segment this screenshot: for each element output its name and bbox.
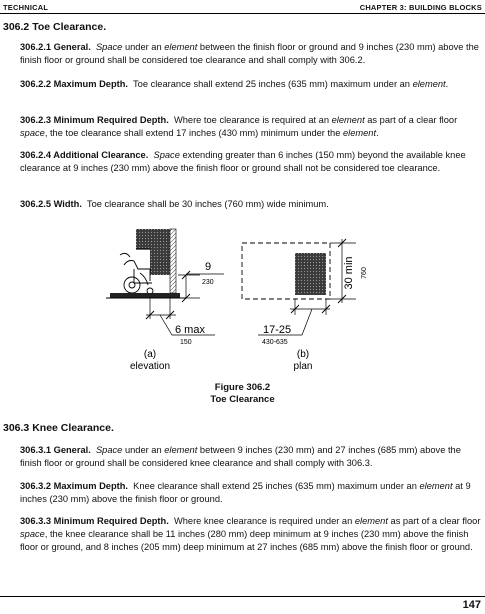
plan-caption: plan xyxy=(293,361,313,372)
plan-drawing xyxy=(242,239,368,372)
paragraph-306-2-1: 306.2.1 General. Space under an element between the finish floor or ground and 9 inches (230 mm) above the finish floor or ground shall be considered toe clearance and shall comply with 306.2. xyxy=(20,42,479,65)
figure-title: Figure 306.2 xyxy=(214,382,271,393)
paragraph-306-3-3: 306.3.3 Minimum Required Depth. Where knee clearance is required under an element as part of a clear floor space, the knee clearance shall be 11 inches (280 mm) deep minimum at 9 inches (230 mm) above the finish floor or ground, and 8 inches (205 mm) deep minimum at 27 inches (685 mm) above the finish floor or ground. xyxy=(20,516,481,552)
wheelchair-sketch xyxy=(120,253,153,294)
section-heading-knee-clearance: 306.3 Knee Clearance. xyxy=(3,422,114,434)
elevation-depth-mm: 150 xyxy=(180,339,192,346)
paragraph-306-3-2: 306.3.2 Maximum Depth. Knee clearance shall extend 25 inches (635 mm) maximum under an element at 9 inches (230 mm) above the finish floor or ground. xyxy=(20,481,471,504)
paragraph-306-2-5: 306.2.5 Width. Toe clearance shall be 30 inches (760 mm) wide minimum. xyxy=(20,199,329,209)
plan-depth-mm: 430-635 xyxy=(262,339,288,346)
plan-width-mm: 760 xyxy=(361,267,368,279)
element-top-block xyxy=(136,229,170,249)
paragraph-306-2-4: 306.2.4 Additional Clearance. Space extending greater than 6 inches (150 mm) beyond the available knee clearance at 9 inches (230 mm) above the finish floor or ground shall not be considered toe clearance. xyxy=(20,150,466,173)
section-heading-toe-clearance: 306.2 Toe Clearance. xyxy=(3,21,107,33)
elevation-caption: elevation xyxy=(129,361,171,372)
running-header-left: TECHNICAL xyxy=(3,3,49,12)
elevation-height-mm: 230 xyxy=(202,279,214,286)
plan-label: (b) xyxy=(296,349,310,360)
plan-depth-inches: 17-25 xyxy=(263,324,292,336)
figure-subtitle: Toe Clearance xyxy=(210,394,275,405)
page-number: 147 xyxy=(462,599,481,611)
elevation-drawing xyxy=(106,229,224,372)
elevation-height-inches: 9 xyxy=(205,261,212,273)
paragraph-306-2-3: 306.2.3 Minimum Required Depth. Where toe clearance is required at an element as part of a clear floor space, the toe clearance shall extend 17 inches (430 mm) minimum under the element. xyxy=(20,115,458,138)
running-header-right: CHAPTER 3: BUILDING BLOCKS xyxy=(359,3,482,12)
paragraph-306-3-1: 306.3.1 General. Space under an element between 9 inches (230 mm) and 27 inches (685 mm) above the finish floor or ground shall be considered knee clearance and shall comply with 306.3. xyxy=(20,445,461,468)
elevation-label: (a) xyxy=(143,349,157,360)
finish-floor xyxy=(110,293,180,298)
plan-width-inches: 30 min xyxy=(343,256,355,290)
element-knee-block xyxy=(150,249,170,275)
toe-clearance-area xyxy=(295,253,326,295)
elevation-depth-inches: 6 max xyxy=(175,324,205,336)
header-rule xyxy=(0,13,485,14)
paragraph-306-2-2: 306.2.2 Maximum Depth. Toe clearance shall extend 25 inches (635 mm) maximum under an element. xyxy=(20,79,449,89)
footer-rule xyxy=(0,596,485,597)
